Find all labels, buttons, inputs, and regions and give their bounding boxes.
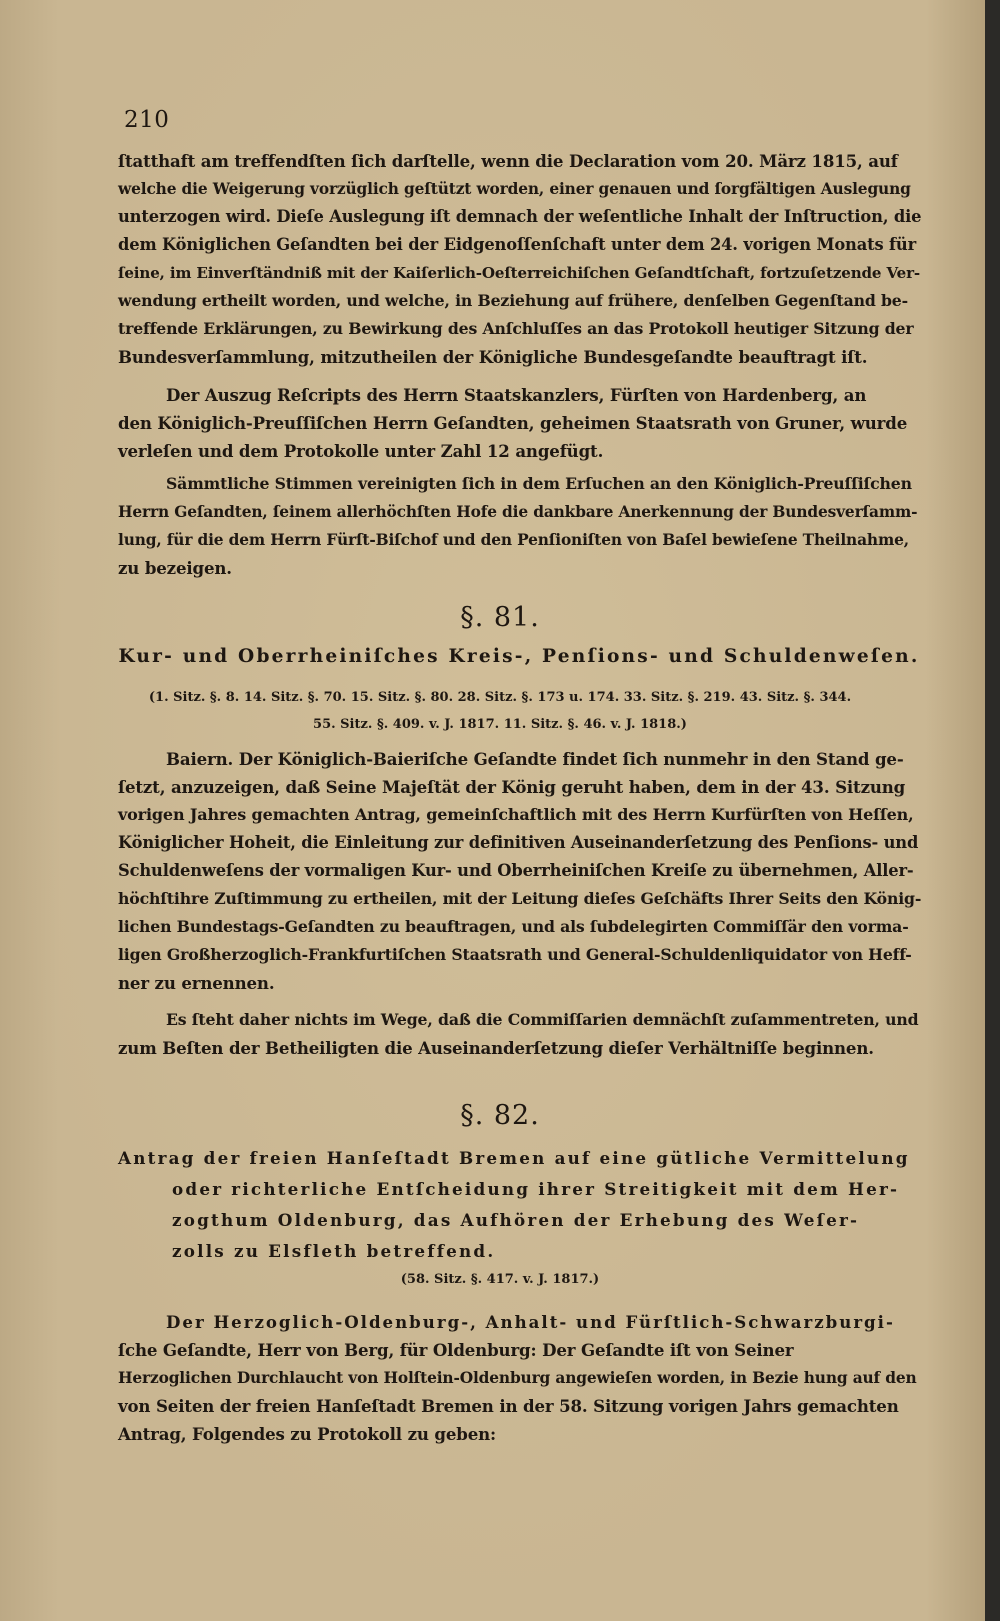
text-line: ligen Großherzoglich-Frankfurtiſchen Staatsrath und General-Schuldenliquidator von Heff- [118, 945, 912, 964]
saemmtliche-paragraph [118, 470, 920, 582]
text-line: Herzoglichen Durchlaucht von Holſtein-Oldenburg angewieſen worden, in Bezie hung auf den [118, 1369, 917, 1387]
text-line: dem Königlichen Geſandten bei der Eidgenoſſenſchaft unter dem 24. vorigen Monats für [118, 235, 917, 254]
text-line: Königlicher Hoheit, die Einleitung zur definitiven Auseinanderſetzung des Penſions- und [118, 833, 919, 852]
section-81-title: Kur- und Oberrheiniſches Kreis-, Penſions- und Schuldenweſen. [118, 646, 920, 667]
text-line: Der Auszug Reſcripts des Herrn Staatskanzlers, Fürſten von Hardenberg, an [166, 385, 867, 405]
text-line: den Königlich-Preuſſiſchen Herrn Geſandten, geheimen Staatsrath von Gruner, wurde [118, 413, 908, 433]
section-82-number: §. 82. [460, 1100, 540, 1131]
text-line: Baiern. Der Königlich-Baieriſche Geſandte findet ſich nunmehr in den Stand ge- [166, 749, 904, 769]
text-line: ner zu ernennen. [118, 973, 275, 993]
title-line: zogthum Oldenburg, das Aufhören der Erhebung des Weſer- [172, 1210, 860, 1230]
text-line: lung, für die dem Herrn Fürſt-Biſchof und den Penſioniſten von Baſel bewieſene Theilnahme, [118, 531, 909, 549]
reference-line: (1. Sitz. §. 8. 14. Sitz. §. 70. 15. Sitz. §. 80. 28. Sitz. §. 173 u. 174. 33. Sitz. §. 219. 43. Sitz. §. 344. [148, 690, 852, 705]
title-line: oder richterliche Entſcheidung ihrer Streitigkeit mit dem Her- [172, 1179, 900, 1199]
title-line: Antrag der freien Hanſeſtadt Bremen auf eine gütliche Vermittelung [118, 1148, 910, 1168]
text-line: lichen Bundestags-Geſandten zu beauftragen, und als ſubdelegirten Commiſſär den vorma- [118, 917, 909, 936]
section-82-reference: (58. Sitz. §. 417. v. J. 1817.) [400, 1272, 600, 1287]
text-line: Bundesverſammlung, mitzutheilen der Königliche Bundesgeſandte beauftragt iſt. [118, 347, 868, 367]
section-82-title [118, 1143, 920, 1267]
text-line: vorigen Jahres gemachten Antrag, gemeinſchaftlich mit des Herrn Kurfürſten von Heſſen, [118, 805, 914, 824]
text-line: ſtatthaft am treffendſten ſich darſtelle, wenn die Declaration vom 20. März 1815, auf [118, 151, 898, 171]
text-line: treffende Erklärungen, zu Bewirkung des Anſchluſſes an das Protokoll heutiger Sitzung der [118, 319, 914, 338]
text-line: Sämmtliche Stimmen vereinigten ſich in dem Erſuchen an den Königlich-Preuſſiſchen [166, 474, 912, 493]
scan-edge-shadow [985, 0, 1000, 1621]
section-81-number: §. 81. [460, 602, 540, 633]
text-line: ſetzt, anzuzeigen, daß Seine Majeſtät der König geruht haben, dem in der 43. Sitzung [118, 777, 906, 797]
text-line: höchſtihre Zuſtimmung zu ertheilen, mit der Leitung dieſes Geſchäfts Ihrer Seits den König- [118, 889, 922, 908]
text-line: verleſen und dem Protokolle unter Zahl 12 angefügt. [118, 441, 604, 461]
text-line: ſeine, im Einverſtändniß mit der Kaiſerlich-Oeſterreichiſchen Geſandtſchaft, fortzuſetzende Ver- [118, 264, 921, 282]
text-line: Der Herzoglich-Oldenburg-, Anhalt- und Fürſtlich-Schwarzburgi- [166, 1312, 895, 1332]
text-line: Herrn Geſandten, ſeinem allerhöchſten Hofe die dankbare Anerkennung der Bundesverſamm- [118, 503, 918, 521]
section-81-references [0, 684, 1000, 738]
text-line: zu bezeigen. [118, 558, 232, 578]
text-line: Antrag, Folgendes zu Protokoll zu geben: [118, 1424, 497, 1444]
reference-line: 55. Sitz. §. 409. v. J. 1817. 11. Sitz. §. 46. v. J. 1818.) [313, 717, 687, 732]
text-line: ſche Geſandte, Herr von Berg, für Oldenburg: Der Geſandte iſt von Seiner [118, 1340, 794, 1360]
auszug-paragraph [118, 381, 920, 465]
oldenburg-paragraph [118, 1308, 920, 1448]
page-number: 210 [124, 107, 170, 133]
text-line: Es ſteht daher nichts im Wege, daß die Commiſſarien demnächſt zuſammentreten, und [166, 1010, 919, 1029]
text-line: Schuldenweſens der vormaligen Kur- und Oberrheiniſchen Kreiſe zu übernehmen, Aller- [118, 861, 914, 880]
text-line: wendung ertheilt worden, und welche, in Beziehung auf frühere, denſelben Gegenſtand be- [118, 291, 908, 310]
baiern-paragraph [118, 745, 920, 997]
title-line: zolls zu Elsfleth betreffend. [172, 1241, 496, 1261]
intro-paragraph [118, 147, 920, 371]
es-steht-paragraph [118, 1006, 920, 1062]
text-line: welche die Weigerung vorzüglich geſtützt worden, einer genauen und ſorgfältigen Auslegung [118, 180, 911, 198]
text-line: von Seiten der freien Hanſeſtadt Bremen in der 58. Sitzung vorigen Jahrs gemachten [118, 1396, 899, 1416]
text-line: zum Beſten der Betheiligten die Auseinanderſetzung dieſer Verhältniſſe beginnen. [118, 1038, 874, 1058]
text-line: unterzogen wird. Dieſe Auslegung iſt demnach der weſentliche Inhalt der Inſtruction, die [118, 207, 922, 226]
